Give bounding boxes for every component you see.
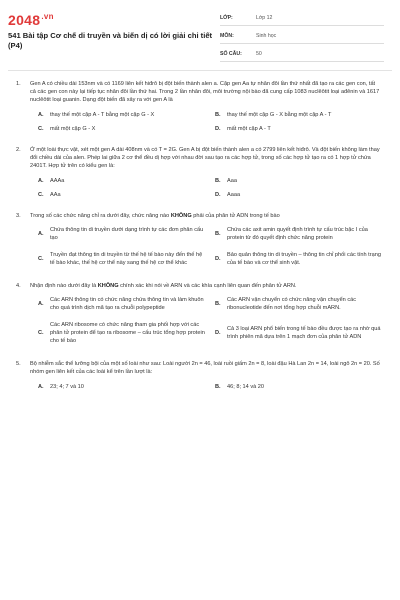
question-4	[16, 282, 382, 353]
meta-value: Sinh học	[256, 33, 277, 39]
option-d[interactable]	[215, 125, 382, 133]
question-text: Ở một loài thực vật, xét một gen A dài 408nm và có T = 2G. Gen A bị đột biến thành alen a có 2799 liên kết hiđrô. Và đột biến không làm thay đổi chiều dài của alen. Phép lai giữa 2 cơ thể đều dị hợp với nhau đời sau tạo ra các hợp tử, trong số các hợp tử tạo ra có 1 hợp tử chứa 2401T. Hợp tử trên có kiểu gen là:	[30, 147, 380, 170]
option-a[interactable]	[38, 226, 205, 242]
option-list	[16, 177, 382, 205]
question-text: Gen A có chiều dài 153nm và có 1169 liên kết hiđrô bị đột biến thành alen a. Cặp gen Aa tự nhân đôi lần thứ nhất đã tạo ra các gen con, tất cả các gen con này lại tiếp tục nhân đôi lần thứ hai. Trong 2 lần nhân đôi, môi trường nội bào đã cung cấp 1083 nuclêôtit loại ađênin và 1617 nuclêôtit loại guanin. Dạng đột biến đã xảy ra với gen A là	[30, 81, 380, 104]
option-text: Chứa thông tin di truyền dưới dạng trình tự các đơn phân cấu tạo	[50, 227, 204, 242]
option-text: Chứa các axit amin quyết định trình tự cấu trúc bậc I của protein từ đó quyết định chức năng protein	[227, 227, 368, 242]
option-list	[16, 226, 382, 275]
option-letter: C.	[38, 191, 44, 198]
question-number: 2.	[16, 147, 21, 154]
option-c[interactable]	[38, 251, 205, 267]
option-c[interactable]	[38, 125, 205, 133]
meta-value: Lớp 12	[256, 15, 273, 21]
option-letter: D.	[215, 255, 221, 262]
meta-info	[220, 11, 384, 65]
option-letter: B.	[215, 177, 221, 184]
option-text: Aaaa	[227, 191, 241, 198]
option-d[interactable]	[215, 191, 382, 199]
question-text	[30, 282, 382, 290]
option-letter: B.	[215, 231, 221, 238]
option-letter: C.	[38, 125, 44, 132]
option-text: Các ARN ribosome có chức năng tham gia phối hợp với các phân tử protein để tạo ra ribosome – cấu trúc tổng hợp protein cho tế bào	[50, 321, 205, 345]
option-letter: C.	[38, 329, 44, 336]
option-text: Bảo quản thông tin di truyền – thông tin chỉ phối các tính trạng của tế bào và cơ thể sinh vật.	[227, 251, 381, 266]
option-text: 46; 8; 14 và 20	[227, 383, 265, 390]
logo-tld: .vn	[41, 12, 54, 22]
header-divider	[8, 70, 392, 71]
option-text: AAAa	[50, 177, 65, 184]
option-letter: C.	[38, 255, 44, 262]
meta-label: LỚP:	[220, 15, 233, 21]
document-title: 541 Bài tập Cơ chế di truyền và biến dị có lời giải chi tiết (P4)	[8, 31, 213, 50]
option-text: 23; 4; 7 và 10	[50, 383, 84, 390]
question-number: 4.	[16, 283, 21, 290]
question-number: 3.	[16, 213, 21, 220]
option-text: mất một cặp G - X	[50, 125, 96, 132]
option-c[interactable]	[38, 191, 205, 199]
option-letter: B.	[215, 301, 221, 308]
option-b[interactable]	[215, 111, 382, 119]
option-letter: A.	[38, 111, 44, 118]
question-text	[30, 212, 382, 220]
question-emphasis: KHÔNG	[170, 213, 192, 220]
option-letter: A.	[38, 383, 44, 390]
meta-label: SỐ CÂU:	[220, 51, 242, 57]
question-number: 1.	[16, 81, 21, 87]
option-letter: B.	[215, 383, 221, 390]
option-text: Cả 3 loại ARN phổ biến trong tế bào đều được tạo ra nhờ quá trình phiên mã dựa trên 1 mạch đơn của phân tử ADN	[227, 325, 381, 340]
option-list	[16, 111, 382, 139]
option-a[interactable]	[38, 383, 205, 391]
option-letter: B.	[215, 111, 221, 118]
option-letter: D.	[215, 329, 221, 336]
meta-row-count	[220, 47, 384, 62]
question-emphasis: KHÔNG	[97, 283, 119, 290]
option-b[interactable]	[215, 383, 382, 391]
option-letter: A.	[38, 301, 44, 308]
question-text-end: phải của phân tử ADN trong tế bào	[191, 213, 280, 220]
option-d[interactable]	[215, 251, 382, 267]
question-list	[16, 80, 382, 404]
option-text: thay thế một cặp A - T bằng một cặp G - X	[50, 111, 155, 118]
option-letter: D.	[215, 191, 221, 198]
option-letter: A.	[38, 177, 44, 184]
option-text: Aaa	[227, 177, 237, 184]
option-b[interactable]	[215, 226, 382, 242]
option-text: thay thế một cặp G - X bằng một cặp A - T	[227, 111, 332, 118]
option-text: AAa	[50, 191, 61, 198]
question-2	[16, 146, 382, 205]
question-5	[16, 360, 382, 397]
logo-main: 2048	[8, 12, 41, 28]
option-b[interactable]	[215, 177, 382, 185]
option-letter: A.	[38, 231, 44, 238]
question-text: Bộ nhiễm sắc thể lưỡng bội của một số loài như sau: Loài người 2n = 46, loài ruồi giấm 2n = 8, loài đậu Hà Lan 2n = 14, loài ngô 2n = 20. Số nhóm gen liên kết của các loài kể trên lần lượt là:	[30, 361, 380, 376]
option-text: Truyền đạt thông tin di truyền từ thế hệ tế bào này đến thế hệ tế bào khác, thế hệ cơ thể này sang thế hệ cơ thể khác	[50, 251, 203, 266]
question-text-end: chính xác khi nói về ARN và các khía cạnh liên quan đến phân tử ARN.	[118, 283, 297, 290]
meta-row-subject	[220, 29, 384, 44]
site-logo[interactable]	[8, 12, 54, 28]
question-3	[16, 212, 382, 275]
option-letter: D.	[215, 125, 221, 132]
page-header	[0, 0, 400, 56]
option-text: Các ARN thông tin có chức năng chứa thông tin và làm khuôn cho quá trình dịch mã tạo ra chuỗi polypeptide	[50, 297, 204, 312]
option-list	[16, 296, 382, 353]
meta-value: 50	[256, 51, 262, 57]
option-a[interactable]	[38, 177, 205, 185]
option-a[interactable]	[38, 296, 205, 312]
option-a[interactable]	[38, 111, 205, 119]
option-b[interactable]	[215, 296, 382, 312]
option-d[interactable]	[215, 321, 382, 346]
question-text-start: Nhận định nào dưới đây là	[30, 283, 98, 290]
question-number: 5.	[16, 361, 21, 368]
option-c[interactable]	[38, 321, 205, 346]
question-text-start: Trong số các chức năng chỉ ra dưới đây, chức năng nào	[30, 213, 171, 220]
option-text: mất một cặp A - T	[227, 125, 271, 132]
question-1	[16, 80, 382, 139]
option-list	[16, 383, 382, 397]
meta-row-class	[220, 11, 384, 26]
meta-label: MÔN:	[220, 33, 234, 39]
option-text: Các ARN vận chuyển có chức năng vận chuyển các ribonucleotide đến nơi tổng hợp chuỗi mARN.	[227, 297, 357, 312]
